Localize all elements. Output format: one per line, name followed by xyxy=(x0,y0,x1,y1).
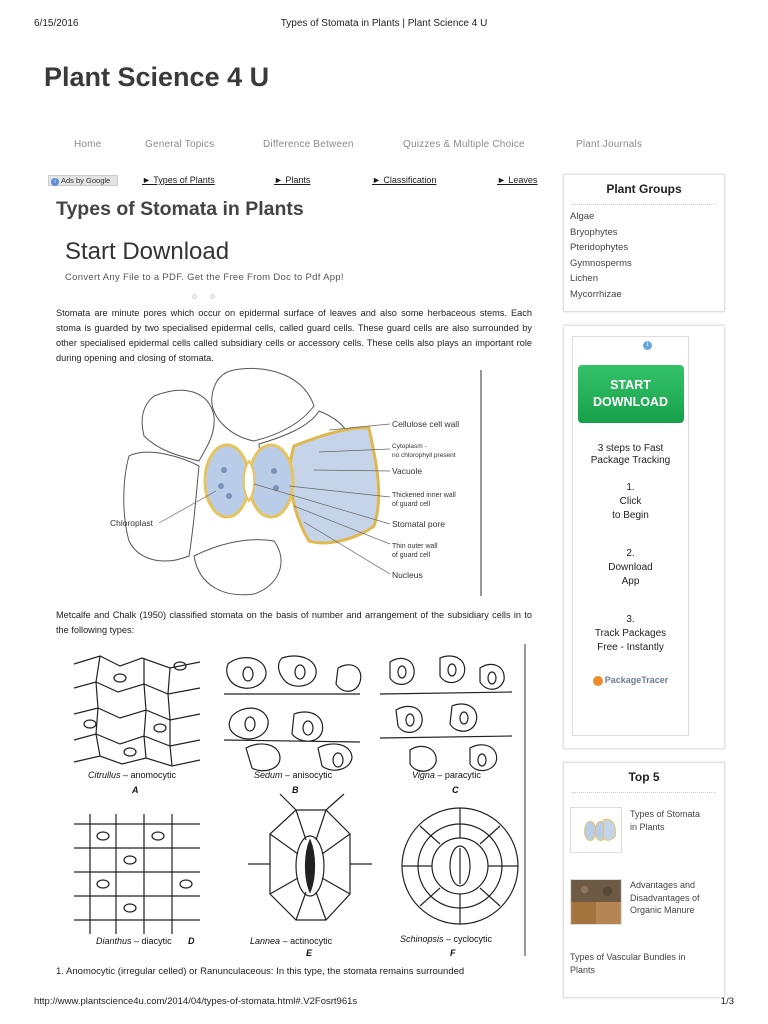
label-cellulose: Cellulose cell wall xyxy=(392,419,460,429)
plant-group-gymnosperms[interactable]: Gymnosperms xyxy=(570,257,632,269)
ad-links-bar xyxy=(48,175,540,189)
ad-headline xyxy=(573,443,688,467)
plant-group-bryophytes[interactable]: Bryophytes xyxy=(570,226,618,238)
guard-cell-left xyxy=(205,445,249,517)
top5-item-vascular[interactable] xyxy=(570,951,685,976)
ad-step-3-num: 3. xyxy=(626,614,635,625)
stomata-types-diagram xyxy=(60,644,526,958)
label-nucleus: Nucleus xyxy=(392,570,423,580)
plant-groups-widget xyxy=(563,174,725,312)
ads-by-google-badge[interactable] xyxy=(48,175,118,186)
top5-item-manure[interactable] xyxy=(630,879,700,917)
top5-item-3-line2: Plants xyxy=(570,964,596,975)
plant-group-lichen[interactable]: Lichen xyxy=(570,273,598,285)
top5-item-2-line3: Organic Manure xyxy=(630,905,695,915)
ad-step-2 xyxy=(573,547,688,589)
print-date: 6/15/2016 xyxy=(34,18,79,29)
main-nav xyxy=(0,139,768,155)
panel-f-type: – cyclocytic xyxy=(446,934,493,944)
svg-text:Citrullus – anomocytic xyxy=(88,770,177,780)
print-header xyxy=(0,18,768,32)
label-stomatal-pore: Stomatal pore xyxy=(392,519,445,529)
sidebar-ad-widget xyxy=(563,325,725,749)
top5-thumb-stomata[interactable] xyxy=(570,807,622,853)
ad-headline-1: 3 steps to Fast xyxy=(597,443,664,454)
panel-d-letter: D xyxy=(188,936,195,946)
ad-choices-icon[interactable]: i xyxy=(643,341,652,350)
panel-c-genus: Vigna xyxy=(412,770,435,780)
svg-text:Lannea – actinocytic xyxy=(250,936,333,946)
packagetracer-logo xyxy=(573,675,688,686)
top5-title: Top 5 xyxy=(628,770,660,784)
svg-text:Vigna – paracytic xyxy=(412,770,481,780)
ad-step-1-line1: Click xyxy=(619,496,642,507)
nav-home[interactable]: Home xyxy=(74,139,102,150)
panel-b-letter: B xyxy=(292,785,299,795)
ad-link-leaves[interactable]: ► Leaves xyxy=(497,175,538,185)
divider xyxy=(572,204,716,205)
panel-a-type: – anomocytic xyxy=(123,770,177,780)
ad-link-classification[interactable]: ► Classification xyxy=(372,175,437,185)
guard-cell-right xyxy=(249,445,293,517)
panel-e-type: – actinocytic xyxy=(282,936,333,946)
ad-step-1 xyxy=(573,481,688,523)
stoma-structure-diagram xyxy=(104,366,482,598)
label-chloroplast: Chloroplast xyxy=(110,518,153,528)
panel-d-type: – diacytic xyxy=(134,936,172,946)
top5-item-stomata[interactable] xyxy=(630,808,700,833)
panel-f-letter: F xyxy=(450,948,456,958)
label-cytoplasm-2: no chlorophyll present xyxy=(392,452,456,459)
top5-item-3-line1: Types of Vascular Bundles in xyxy=(570,952,686,962)
top5-item-2-line1: Advantages and xyxy=(630,880,696,890)
info-icon: i xyxy=(51,178,59,186)
plant-group-algae[interactable]: Algae xyxy=(570,211,595,222)
start-download-label: START DOWNLOAD xyxy=(593,378,668,409)
top5-item-1-line1: Types of Stomata xyxy=(630,809,701,819)
plant-group-mycorrhizae[interactable]: Mycorrhizae xyxy=(570,288,622,300)
top5-thumb-manure[interactable] xyxy=(570,879,622,925)
label-vacuole: Vacuole xyxy=(392,466,423,476)
label-thick-1: Thickened inner wall xyxy=(392,492,456,499)
panel-c-letter: C xyxy=(452,785,459,795)
panel-b-type: – anisocytic xyxy=(285,770,333,780)
ads-badge-label: Ads by Google xyxy=(61,176,111,185)
post-title: Types of Stomata in Plants xyxy=(56,198,304,220)
ad-step-1-line2: to Begin xyxy=(612,510,649,521)
label-thick-2: of guard cell xyxy=(392,501,431,508)
svg-text:Dianthus – diacytic xyxy=(96,936,172,946)
ad-link-plants[interactable]: ► Plants xyxy=(274,175,311,185)
classification-paragraph: Metcalfe and Chalk (1950) classified stomata on the basis of number and arrangement of the subsidiary cells in to the following types: xyxy=(56,610,532,635)
print-page-number: 1/3 xyxy=(720,996,734,1007)
label-thin-1: Thin outer wall xyxy=(392,543,438,550)
label-cytoplasm: Cytoplasm - xyxy=(392,443,427,450)
nav-difference-between[interactable]: Difference Between xyxy=(263,139,354,150)
top5-item-2-line2: Disadvantages of xyxy=(630,892,700,903)
panel-c-type: – paracytic xyxy=(437,770,481,780)
svg-text:Sedum – anisocytic xyxy=(254,770,333,780)
ad-step-3-line1: Track Packages xyxy=(594,628,667,639)
ad-headline-2: Package Tracking xyxy=(590,455,671,466)
ad-carousel-dots[interactable]: ○ ○ xyxy=(192,291,221,301)
ad-link-types-of-plants[interactable]: ► Types of Plants xyxy=(142,175,215,185)
ad-step-3 xyxy=(573,613,688,655)
nav-general-topics[interactable]: General Topics xyxy=(145,139,215,150)
divider xyxy=(572,792,716,793)
nav-plant-journals[interactable]: Plant Journals xyxy=(576,139,643,150)
ad-step-2-line2: App xyxy=(621,576,640,587)
print-url: http://www.plantscience4u.com/2014/04/types-of-stomata.html#.V2Fosrt961s xyxy=(34,996,358,1007)
ad-step-2-num: 2. xyxy=(626,548,635,559)
intro-paragraph: Stomata are minute pores which occur on epidermal surface of leaves and also some herbaceous stems. Each stoma is guarded by two specialised epidermal cells, called guard cells. These guard cells are also surrounded by other specialised epidermal cells called subsidiary cells or accessory cells. These cells also plays an important role during opening and closing of stomata. xyxy=(56,308,532,363)
panel-e-letter: E xyxy=(306,948,313,958)
top5-item-1-line2: in Plants xyxy=(630,821,665,832)
plant-groups-list xyxy=(564,209,724,303)
packagetracer-logo-text: PackageTracer xyxy=(604,675,669,685)
plant-group-pteridophytes[interactable]: Pteridophytes xyxy=(570,242,629,254)
panel-f-genus: Schinopsis xyxy=(400,934,444,944)
stomatal-pore xyxy=(244,461,255,501)
ad-step-2-line1: Download xyxy=(608,562,653,573)
label-thin-2: of guard cell xyxy=(392,552,431,559)
svg-text:Schinopsis – cyclocytic xyxy=(400,934,493,944)
panel-d-genus: Dianthus xyxy=(96,936,132,946)
download-ad-title[interactable]: Start Download xyxy=(65,238,230,265)
print-doc-title: Types of Stomata in Plants | Plant Science 4 U xyxy=(280,18,488,29)
ad-step-1-num: 1. xyxy=(626,482,635,493)
subsidiary-cell xyxy=(290,428,379,543)
download-ad-subtitle[interactable]: Convert Any File to a PDF. Get the Free From Doc to Pdf App! xyxy=(65,272,344,283)
top5-widget xyxy=(563,762,725,998)
plant-groups-title: Plant Groups xyxy=(606,182,682,196)
start-download-button[interactable] xyxy=(578,365,684,423)
panel-a-genus: Citrullus xyxy=(88,770,121,780)
package-tracker-ad[interactable] xyxy=(572,336,689,736)
anomocytic-paragraph: 1. Anomocytic (irregular celled) or Ranunculaceous: In this type, the stomata remains surrounded xyxy=(56,966,465,977)
packagetracer-logo-icon xyxy=(593,676,603,686)
panel-e-genus: Lannea xyxy=(250,936,281,946)
nav-quizzes[interactable]: Quizzes & Multiple Choice xyxy=(403,139,525,150)
panel-b-genus: Sedum xyxy=(254,770,283,780)
site-title[interactable]: Plant Science 4 U xyxy=(44,62,270,92)
ad-step-3-line2: Free - Instantly xyxy=(597,642,664,653)
panel-a-letter: A xyxy=(132,785,139,795)
